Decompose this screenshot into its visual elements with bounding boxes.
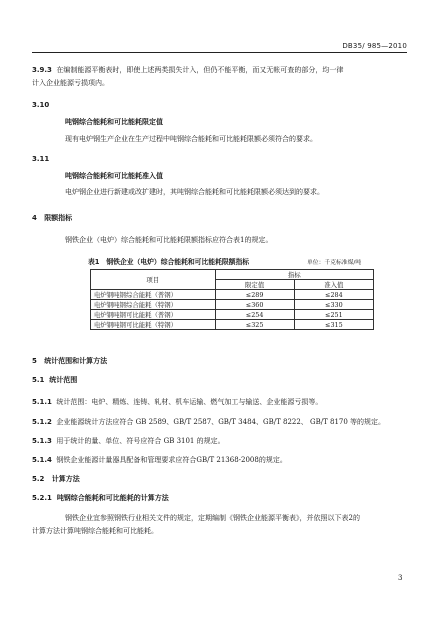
clause-text: 钢铁企业能源计量器具配备和管理要求应符合GB/T 21368-2008的规定。 bbox=[56, 456, 287, 464]
row-limit: ≤254 bbox=[215, 310, 294, 320]
header-entry: 准入值 bbox=[294, 280, 373, 290]
header-limit: 限定值 bbox=[215, 280, 294, 290]
clause-5-2-1-body-line1: 钢铁企业宜参照钢铁行业相关文件的规定，定期编制《钢铁企业能源平衡表》，并依照以下表2的 bbox=[65, 514, 360, 522]
clause-number: 5.1.4 bbox=[32, 456, 52, 464]
clause-text-line1: 在编制能源平衡表时，即使上述两类损失计入，但仍不能平衡，而又无帐可查的部分，均一律 bbox=[56, 66, 344, 74]
row-entry: ≤251 bbox=[294, 310, 373, 320]
section-5-2-heading bbox=[32, 475, 80, 484]
table-row bbox=[91, 300, 374, 310]
section-title: 计算方法 bbox=[51, 475, 80, 483]
section-4-intro: 钢铁企业（电炉）综合能耗和可比能耗限额指标应符合表1的规定。 bbox=[65, 236, 273, 244]
row-limit: ≤360 bbox=[215, 300, 294, 310]
section-title: 限额指标 bbox=[44, 214, 73, 222]
clause-5-1-4 bbox=[32, 456, 287, 465]
row-entry: ≤330 bbox=[294, 300, 373, 310]
table-header-row bbox=[91, 270, 374, 280]
clause-5-1-2 bbox=[32, 418, 385, 427]
row-limit: ≤289 bbox=[215, 290, 294, 300]
section-5-heading bbox=[32, 357, 107, 366]
table-unit: 单位：千克标准煤/吨 bbox=[307, 260, 362, 266]
row-entry: ≤315 bbox=[294, 320, 373, 330]
row-entry: ≤284 bbox=[294, 290, 373, 300]
term-number-3-11: 3.11 bbox=[32, 155, 50, 163]
clause-text: 统计范围：电炉、精炼、连铸、轧材、机车运输、燃气加工与输送、企业能源亏损等。 bbox=[56, 398, 323, 406]
clause-5-2-1-heading bbox=[32, 494, 169, 503]
section-number: 5.1 bbox=[32, 376, 45, 384]
clause-3-9-3 bbox=[32, 64, 343, 90]
table-row bbox=[91, 310, 374, 320]
row-item: 电炉钢吨钢综合能耗（普钢） bbox=[91, 290, 216, 300]
term-title-3-10: 吨钢综合能耗和可比能耗限定值 bbox=[65, 118, 163, 126]
limits-table bbox=[90, 269, 374, 330]
section-4-heading bbox=[32, 214, 72, 223]
table-row bbox=[91, 290, 374, 300]
clause-text: 企业能源统计方法应符合 GB 2589、GB/T 2587、GB/T 3484、GB/T 8222、 GB/T 8170 等的规定。 bbox=[56, 418, 386, 426]
section-number: 4 bbox=[32, 214, 37, 222]
section-number: 5 bbox=[32, 357, 37, 365]
section-number: 5.2 bbox=[32, 475, 45, 483]
section-5-1-heading bbox=[32, 376, 77, 385]
clause-number: 3.9.3 bbox=[32, 66, 52, 74]
clause-5-1-3 bbox=[32, 437, 225, 446]
standard-number: DB35/ 985—2010 bbox=[342, 42, 407, 50]
term-number-3-10: 3.10 bbox=[32, 101, 50, 109]
clause-5-2-1-body-line2: 计算方法计算吨钢综合能耗和可比能耗。 bbox=[32, 527, 158, 535]
row-item: 电炉钢吨钢可比能耗（普钢） bbox=[91, 310, 216, 320]
clause-title: 吨钢综合能耗和可比能耗的计算方法 bbox=[56, 494, 169, 502]
term-definition-3-10: 现有电炉钢生产企业在生产过程中吨钢综合能耗和可比能耗限额必须符合的要求。 bbox=[65, 135, 317, 143]
header-rule bbox=[32, 52, 407, 53]
page-number: 3 bbox=[398, 574, 403, 582]
header-index: 指标 bbox=[215, 270, 373, 280]
clause-number: 5.1.2 bbox=[32, 418, 52, 426]
clause-text: 用于统计的量、单位、符号应符合 GB 3101 的规定。 bbox=[56, 437, 225, 445]
section-title: 统计范围 bbox=[49, 376, 78, 384]
header-item: 项目 bbox=[91, 270, 216, 290]
term-definition-3-11: 电炉钢企业进行新建或改扩建时，其吨钢综合能耗和可比能耗限额必须达到的要求。 bbox=[65, 188, 324, 196]
clause-number: 5.1.1 bbox=[32, 398, 52, 406]
row-limit: ≤325 bbox=[215, 320, 294, 330]
row-item: 电炉钢吨钢综合能耗（特钢） bbox=[91, 300, 216, 310]
clause-number: 5.1.3 bbox=[32, 437, 52, 445]
term-title-3-11: 吨钢综合能耗和可比能耗准入值 bbox=[65, 172, 163, 180]
table-caption: 表1 钢铁企业（电炉）综合能耗和可比能耗限额指标 bbox=[88, 258, 250, 266]
clause-text-line2: 计入企业能源亏损项内。 bbox=[32, 79, 109, 87]
clause-number: 5.2.1 bbox=[32, 494, 52, 502]
section-title: 统计范围和计算方法 bbox=[44, 357, 108, 365]
table-row bbox=[91, 320, 374, 330]
clause-5-1-1 bbox=[32, 398, 322, 407]
row-item: 电炉钢吨钢可比能耗（特钢） bbox=[91, 320, 216, 330]
